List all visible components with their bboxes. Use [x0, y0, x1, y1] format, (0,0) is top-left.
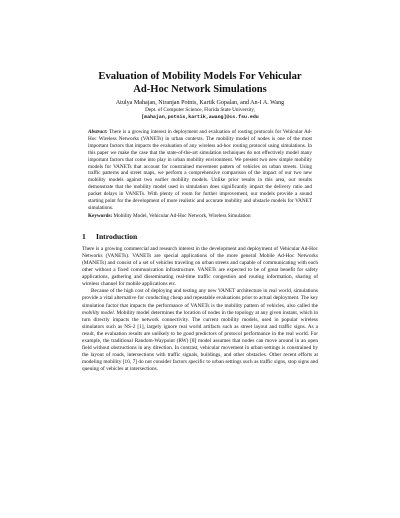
intro-paragraph-2-start: Because of the high cost of deploying and testing any new VANET architecture in real world, simulations provide a vital alternative for conducting cheap and repeatable evaluations prior to actual deployment. The key simulation factor that impacts the performance of VANETs is the mobility pattern of vehicles, also called the [82, 288, 318, 309]
section-number: 1 [82, 231, 86, 241]
intro-paragraph-2 [82, 288, 318, 373]
mobility-model-term: mobility model [82, 309, 114, 316]
intro-paragraph-2-rest: . Mobility model determines the location of nodes in the topology at any given instant, which in turn directly impacts the network connectivity. The current mobility models, used in popular wireless simulators such as NS-2 [1], largely ignore real world artifacts such as street layout and traffic signs. As a result, the evaluation results are unlikely to be good predictors of protocol performance in the real world. For example, the traditional Random-Waypoint (RW) [8] model assumes that nodes can move around in an open field without obstructions in any direction. In contrast, vehicular movement in urban settings is constrained by the layout of roads, intersections with traffic signals, buildings, and other obstacles. Other recent efforts at modeling mobility [10, 7] do not consider factors specific to urban settings such as traffic signs, stop signs and queuing of vehicles at intersections. [82, 309, 318, 373]
section-heading-introduction [82, 232, 318, 242]
abstract-label: Abstract: [88, 129, 108, 135]
title-line-1: Evaluation of Mobility Models For Vehicular [98, 71, 302, 82]
keywords [88, 213, 312, 220]
intro-paragraph-1: There is a growing commercial and research interest in the development and deployment of Vehicular Ad-Hoc Networks (VANETs). VANETs are special applications of the more general Mobile Ad-Hoc Networks (MANETs) and consist of a set of vehicles traveling on urban streets and capable of communicating with each other without a fixed communication infrastructure. VANETs are expected to be of great benefit for safety applications, gathering and disseminating real-time traffic congestion and routing information, sharing of wireless channel for mobile applications etc. [82, 245, 318, 288]
keywords-text: Mobility Model, Vehicular Ad-Hoc Network, Wireless Simulation [113, 212, 251, 219]
author-list: Atulya Mahajan, Niranjan Potnis, Kartik Gopalan, and An-I A. Wang [115, 100, 285, 106]
keywords-label: Keywords: [88, 212, 113, 219]
affiliation: Dept. of Computer Science, Florida State University, [145, 107, 255, 113]
paper-title [82, 70, 318, 96]
abstract-text: There is a growing interest in deployment and evaluation of routing protocols for Vehicular Ad-Hoc Wireless Networks (VANETs) in urban contexts. The mobility model of nodes is one of the most important factors that impacts the evaluation of any wireless ad-hoc routing protocol using simulations. In this paper we make the case that the state-of-the-art simulation techniques do not effectively model many important factors that come into play in urban mobility environment. We present two new simple mobility models for VANETs that account for constrained movement pattern of vehicles on urban streets. Using traffic patterns and street maps, we perform a comprehensive comparison of the impact of our two new mobility models against two earlier mobility models. Unlike prior results in this area, our results demonstrate that the mobility model used in simulation does significantly impact the delivery ratio and packet delays in VANETs. With plenty of room for further improvement, our models provide a sound starting point for the development of more realistic and accurate mobility and obstacle models for VANET simulations. [88, 129, 313, 211]
author-email: [mahajan,potnis,kartik,awang]@cs.fsu.edu [141, 115, 259, 120]
section-title: Introduction [96, 231, 138, 241]
abstract [88, 129, 312, 212]
title-line-2: Ad-Hoc Network Simulations [133, 84, 267, 95]
